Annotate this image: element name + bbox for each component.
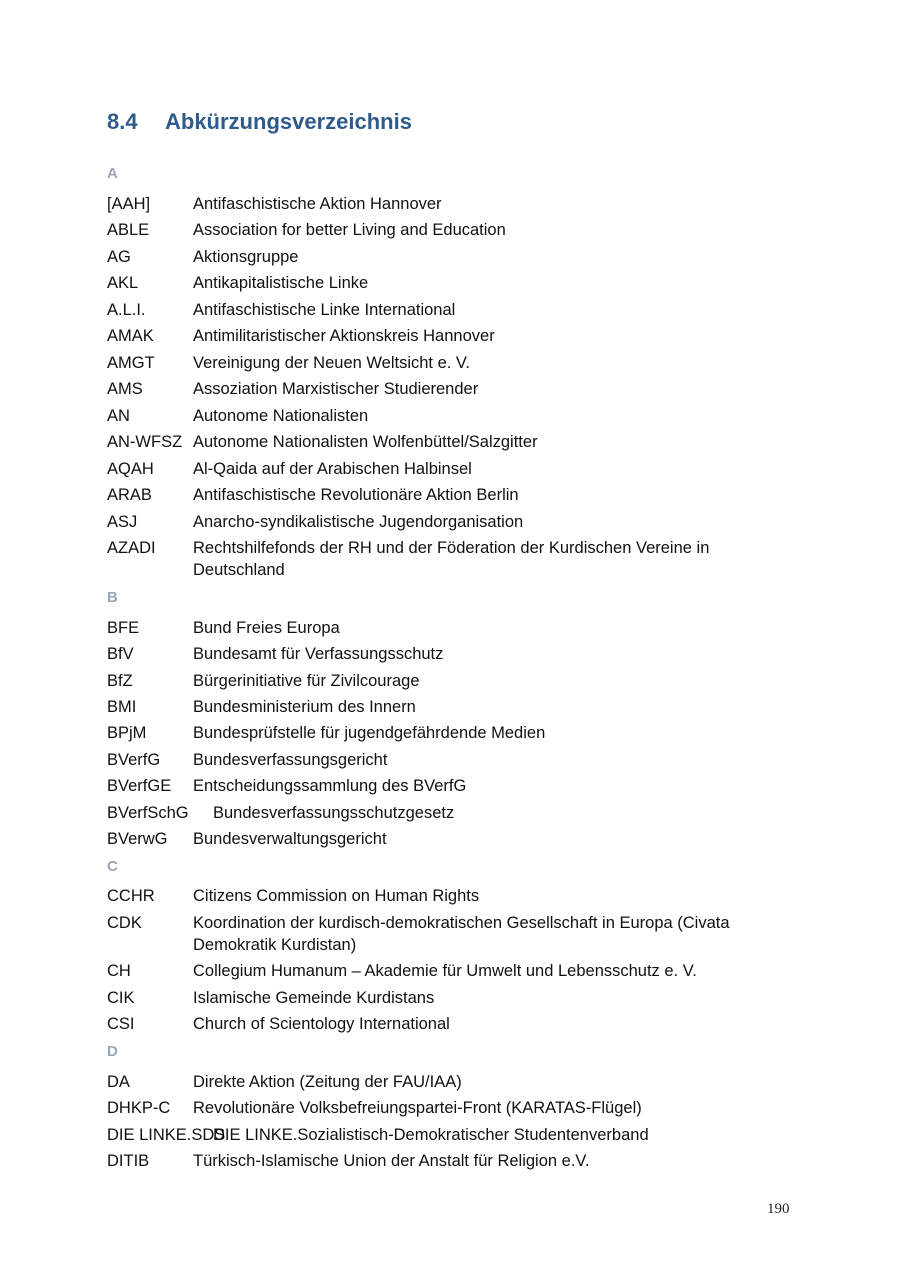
abbreviation: AZADI <box>107 539 156 557</box>
abbreviation: AN <box>107 407 130 425</box>
definition: Aktionsgruppe <box>193 248 299 266</box>
definition: Citizens Commission on Human Rights <box>193 887 480 905</box>
section-title: Abkürzungsverzeichnis <box>165 109 412 134</box>
abbreviation: ASJ <box>107 513 138 531</box>
definition: Antikapitalistische Linke <box>193 274 369 292</box>
abbreviation: AMS <box>107 380 143 398</box>
definition: Bund Freies Europa <box>193 619 340 637</box>
definition: Direkte Aktion (Zeitung der FAU/IAA) <box>193 1073 462 1091</box>
abbreviation: CSI <box>107 1015 135 1033</box>
abbreviation: AMGT <box>107 354 155 372</box>
definition: Entscheidungssammlung des BVerfG <box>193 777 467 795</box>
definition: Autonome Nationalisten Wolfenbüttel/Salzgitter <box>193 433 538 451</box>
abbreviation: ARAB <box>107 486 152 504</box>
abbreviation: BfV <box>107 645 134 663</box>
abbreviation: AG <box>107 248 131 266</box>
abbreviation: [AAH] <box>107 195 151 213</box>
abbreviation: AN-WFSZ <box>107 433 183 451</box>
definition: Bundesverfassungsgericht <box>193 751 388 769</box>
abbreviation: AMAK <box>107 327 154 345</box>
section-letter-b: B <box>107 589 118 606</box>
abbreviation: CDK <box>107 914 142 932</box>
abbreviation: BVerfGE <box>107 777 172 795</box>
section-heading <box>107 106 412 138</box>
definition: DIE LINKE.Sozialistisch-Demokratischer Studentenverband <box>213 1126 649 1144</box>
abbreviation: DHKP-C <box>107 1099 171 1117</box>
definition: Bundesverfassungsschutzgesetz <box>213 804 455 822</box>
abbreviation: DIE LINKE.SDS <box>107 1126 226 1144</box>
definition: Collegium Humanum – Akademie für Umwelt und Lebensschutz e. V. <box>193 962 697 980</box>
definition: Bundesamt für Verfassungsschutz <box>193 645 444 663</box>
section-number: 8.4 <box>107 109 138 134</box>
definition: Islamische Gemeinde Kurdistans <box>193 989 435 1007</box>
abbreviation: ABLE <box>107 221 150 239</box>
definition: Bürgerinitiative für Zivilcourage <box>193 672 420 690</box>
definition: Bundesverwaltungsgericht <box>193 830 387 848</box>
definition: Vereinigung der Neuen Weltsicht e. V. <box>193 354 471 372</box>
abbreviation: A.L.I. <box>107 301 146 319</box>
definition: Antifaschistische Revolutionäre Aktion Berlin <box>193 486 519 504</box>
page-number: 190 <box>767 1201 790 1217</box>
definition: Autonome Nationalisten <box>193 407 369 425</box>
definition: Church of Scientology International <box>193 1015 450 1033</box>
definition: Antifaschistische Linke International <box>193 301 456 319</box>
abbreviation: BfZ <box>107 672 133 690</box>
abbreviation: BPjM <box>107 724 147 742</box>
definition: Revolutionäre Volksbefreiungspartei-Front (KARATAS-Flügel) <box>193 1099 642 1117</box>
abbreviation: DITIB <box>107 1152 150 1170</box>
section-letter-c: C <box>107 858 118 875</box>
section-letter-d: D <box>107 1043 118 1060</box>
abbreviation: CIK <box>107 989 135 1007</box>
abbreviation: CH <box>107 962 131 980</box>
abbreviation: BVerfSchG <box>107 804 189 822</box>
abbreviation: AQAH <box>107 460 154 478</box>
abbreviation: DA <box>107 1073 130 1091</box>
abbreviation: BMI <box>107 698 137 716</box>
definition: Anarcho-syndikalistische Jugendorganisation <box>193 513 524 531</box>
section-letter-a: A <box>107 165 118 182</box>
definition: Antimilitaristischer Aktionskreis Hannover <box>193 327 495 345</box>
abbreviation: BFE <box>107 619 140 637</box>
definition: Rechtshilfefonds der RH und der Föderation der Kurdischen Vereine in Deutschland <box>193 539 710 579</box>
definition: Association for better Living and Education <box>193 221 506 239</box>
definition: Bundesprüfstelle für jugendgefährdende Medien <box>193 724 546 742</box>
definition: Türkisch-Islamische Union der Anstalt für Religion e.V. <box>193 1152 590 1170</box>
abbreviation: BVerwG <box>107 830 168 848</box>
definition: Antifaschistische Aktion Hannover <box>193 195 442 213</box>
definition: Bundesministerium des Innern <box>193 698 416 716</box>
abbreviation: CCHR <box>107 887 155 905</box>
abbreviation: BVerfG <box>107 751 161 769</box>
definition: Assoziation Marxistischer Studierender <box>193 380 479 398</box>
abbreviation: AKL <box>107 274 139 292</box>
definition: Al-Qaida auf der Arabischen Halbinsel <box>193 460 472 478</box>
definition: Koordination der kurdisch-demokratischen Gesellschaft in Europa (Civata Demokratik Kurdistan) <box>193 914 730 954</box>
